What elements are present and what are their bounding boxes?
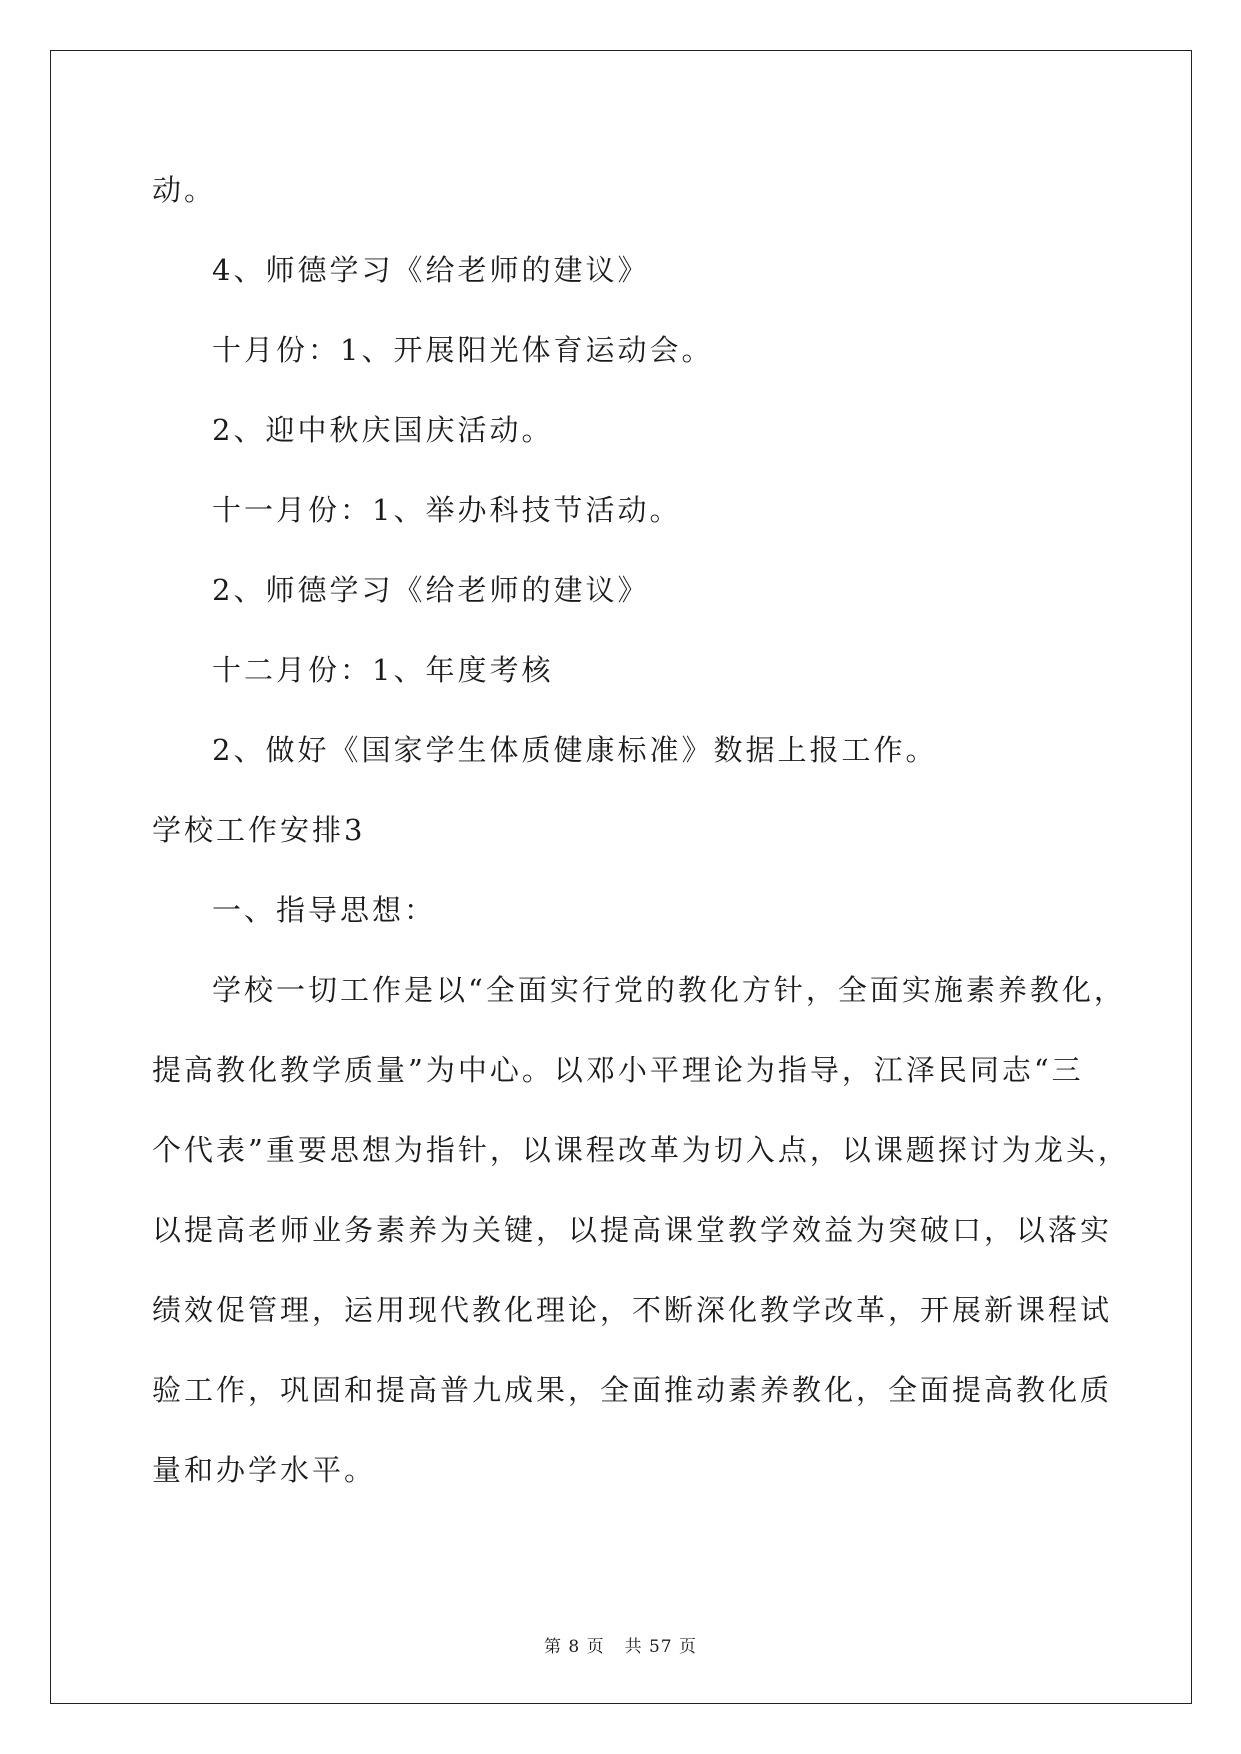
section-heading: 学校工作安排3 [152,813,366,847]
text-line: 以提高老师业务素养为关键，以提高课堂教学效益为突破口，以落实 [152,1213,1113,1247]
text-line: 2、师德学习《给老师的建议》 [212,573,650,607]
document-body [152,170,1130,1530]
page-number: 第 8 页 [543,1637,605,1657]
text-line: 4、师德学习《给老师的建议》 [212,253,650,287]
subsection-heading: 一、指导思想： [212,893,437,927]
text-line: 2、迎中秋庆国庆活动。 [212,413,554,447]
page-footer [0,1632,1241,1657]
text-line: 绩效促管理，运用现代教化理论，不断深化教学改革，开展新课程试 [152,1293,1113,1327]
text-line: 十一月份：1、举办科技节活动。 [212,493,682,527]
text-line: 学校一切工作是以“全面实行党的教化方针，全面实施素养教化， [212,973,1126,1007]
text-line: 十月份：1、开展阳光体育运动会。 [212,333,714,367]
text-line: 量和办学水平。 [152,1453,377,1487]
text-line: 动。 [152,173,217,207]
text-line: 个代表”重要思想为指针，以课程改革为切入点，以课题探讨为龙头， [152,1133,1130,1167]
text-line: 提高教化教学质量”为中心。以邓小平理论为指导，江泽民同志“三 [152,1053,1084,1087]
text-line: 验工作，巩固和提高普九成果，全面推动素养教化，全面提高教化质 [152,1373,1113,1407]
text-line: 2、做好《国家学生体质健康标准》数据上报工作。 [212,733,938,767]
text-line: 十二月份：1、年度考核 [212,653,554,687]
page-total: 共 57 页 [624,1637,698,1657]
